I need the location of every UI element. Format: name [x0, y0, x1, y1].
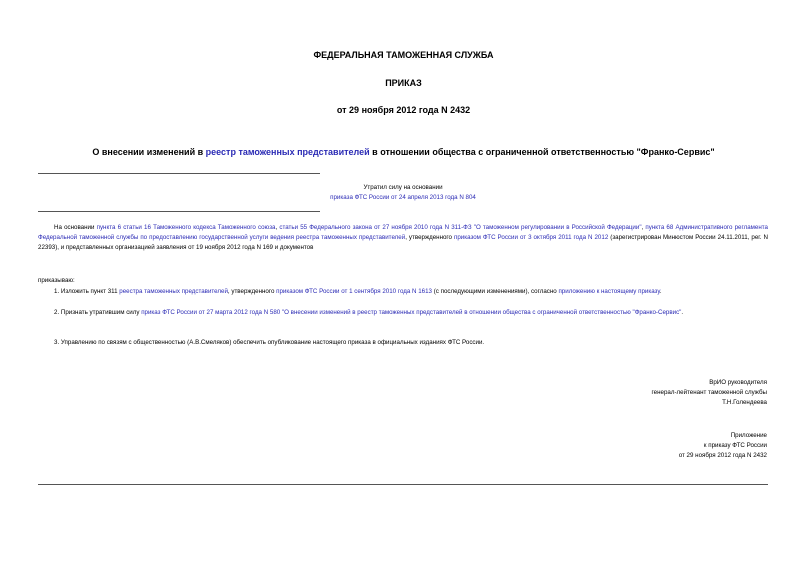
order-word: приказываю: [38, 277, 75, 284]
fts-order-1613-link[interactable]: приказом ФТС России от 1 сентября 2010 года N 1613 [276, 288, 432, 295]
divider-bottom [38, 211, 320, 212]
fts-order-2012-link[interactable]: приказом ФТС России от 3 октября 2011 года N 2012 [454, 234, 609, 241]
agency-heading: ФЕДЕРАЛЬНАЯ ТАМОЖЕННАЯ СЛУЖБА [313, 50, 494, 60]
federal-law-link[interactable]: статьи 55 Федерального закона от 27 ноября 2010 года N 311-ФЗ "О таможенном регулировании в Российской Федерации" [279, 224, 642, 231]
expiry-note-text: Утратил силу на основании [363, 184, 443, 191]
preamble-text: , [641, 224, 646, 231]
preamble-text: (зарегистрирован Минюстом России 24.11.2011, рег. N 22393), и представленных организацией заявления от 19 ноября 2012 года N 169 и документов [38, 234, 768, 251]
item-text: . [681, 309, 684, 316]
title-registry-link[interactable]: реестр таможенных представителей [205, 147, 370, 157]
item-text: , утвержденного [227, 288, 277, 295]
expiry-order-link[interactable]: приказа ФТС России от 24 апреля 2013 года N 804 [330, 194, 476, 201]
signature-rank: генерал-лейтенант таможенной службы [651, 389, 767, 396]
expiry-note [38, 183, 768, 203]
appendix-block [430, 431, 767, 461]
item-3: 3. Управлению по связям с общественностью (А.В.Смеляков) обеспечить опубликование настоящего приказа в официальных изданиях ФТС России. [54, 339, 485, 346]
preamble-text: На основании [54, 224, 97, 231]
preamble-text: , [275, 224, 280, 231]
item-2 [38, 308, 768, 318]
appendix-reference: к приказу ФТС России [703, 442, 767, 449]
divider-footer [38, 484, 768, 485]
document-title [0, 147, 807, 157]
appendix-link[interactable]: приложению к настоящему приказу [558, 288, 660, 295]
document-date-number: от 29 ноября 2012 года N 2432 [336, 105, 471, 115]
item-text: 1. Изложить пункт 311 [54, 288, 120, 295]
item-text: 2. Признать утратившим силу [54, 309, 142, 316]
fts-order-580-link[interactable]: приказ ФТС России от 27 марта 2012 года N 580 "О внесении изменений в реестр таможенных представителей в отношении общества с ограниченной ответственностью "Франко-Сервис" [141, 309, 682, 316]
signature-name: Т.Н.Голендеева [722, 399, 767, 406]
title-text-before: О внесении изменений в [92, 147, 206, 157]
item-text: . [659, 288, 662, 295]
appendix-label: Приложение [730, 432, 767, 439]
divider-top [38, 173, 320, 174]
registry-link[interactable]: реестра таможенных представителей [119, 288, 228, 295]
signature-block [430, 378, 767, 408]
document-type-heading: ПРИКАЗ [385, 78, 422, 88]
title-text-after: в отношении общества с ограниченной ответственностью "Франко-Сервис" [369, 147, 715, 157]
item-text: (с последующими изменениями), согласно [432, 288, 559, 295]
signature-position: ВрИО руководителя [709, 379, 767, 386]
admin-regulation-link[interactable]: пункта 68 Административного регламента Федеральной таможенной службы по предоставлению государственной услуги ведения реестра таможенных представителей [38, 224, 768, 241]
preamble-text: , утвержденного [405, 234, 454, 241]
appendix-date: от 29 ноября 2012 года N 2432 [678, 452, 767, 459]
item-1 [38, 287, 768, 297]
preamble-paragraph [38, 223, 768, 253]
customs-code-link[interactable]: пункта 6 статьи 16 Таможенного кодекса Таможенного союза [96, 224, 276, 231]
